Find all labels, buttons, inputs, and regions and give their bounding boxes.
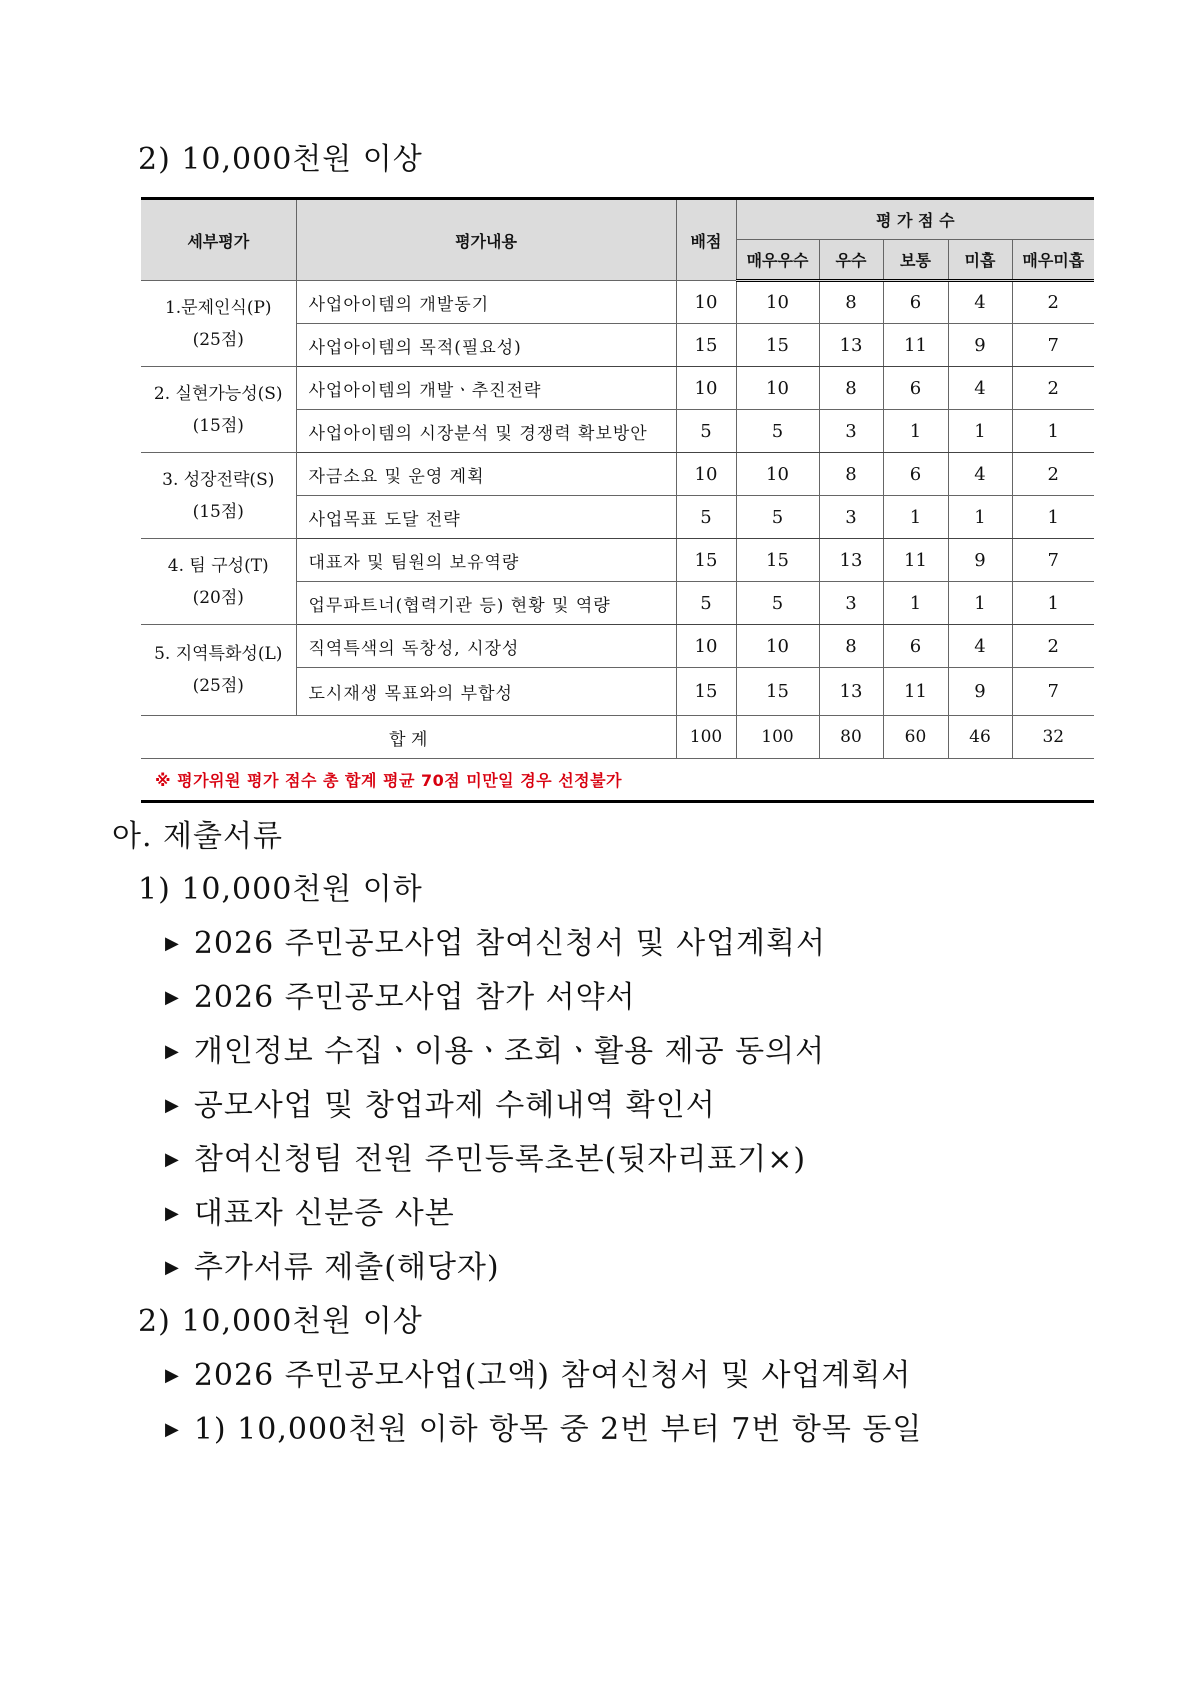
score-cell: 1: [1012, 410, 1094, 453]
table-row: [141, 367, 1094, 410]
table-row: [141, 625, 1094, 668]
score-cell: 7: [1012, 539, 1094, 582]
score-cell: 5: [736, 582, 819, 625]
points-cell: 5: [676, 496, 736, 539]
list-item: ▶ 추가서류 제출(해당자): [165, 1250, 500, 1285]
triangle-right-icon: ▶: [165, 933, 180, 954]
category-cell: [141, 367, 296, 453]
score-cell: 7: [1012, 668, 1094, 716]
points-cell: 15: [676, 324, 736, 367]
triangle-right-icon: ▶: [165, 1419, 180, 1440]
content-cell: 도시재생 목표와의 부합성: [296, 668, 676, 716]
category-points: (25점): [192, 329, 244, 350]
list-item: ▶ 개인정보 수집ㆍ이용ㆍ조회ㆍ활용 제공 동의서: [165, 1034, 826, 1069]
score-cell: 3: [819, 410, 883, 453]
total-score: 46: [948, 716, 1012, 759]
score-cell: 11: [883, 539, 948, 582]
score-cell: 4: [948, 367, 1012, 410]
header-level-poor: 미흡: [948, 240, 1012, 281]
list-item: ▶ 참여신청팀 전원 주민등록초본(뒷자리표기×): [165, 1142, 807, 1177]
score-cell: 10: [736, 453, 819, 496]
documents-heading: 아. 제출서류: [112, 819, 283, 854]
score-cell: 10: [736, 625, 819, 668]
triangle-right-icon: ▶: [165, 1149, 180, 1170]
score-cell: 2: [1012, 625, 1094, 668]
sub1-title: 1) 10,000천원 이하: [138, 872, 423, 907]
score-cell: 10: [736, 367, 819, 410]
score-cell: 15: [736, 539, 819, 582]
category-cell: [141, 453, 296, 539]
content-cell: 사업아이템의 개발ㆍ추진전략: [296, 367, 676, 410]
total-points: 100: [676, 716, 736, 759]
total-score: 100: [736, 716, 819, 759]
score-cell: 6: [883, 453, 948, 496]
score-cell: 1: [883, 496, 948, 539]
score-cell: 9: [948, 539, 1012, 582]
score-cell: 2: [1012, 453, 1094, 496]
list-item: ▶ 공모사업 및 창업과제 수혜내역 확인서: [165, 1088, 716, 1123]
category-cell: [141, 539, 296, 625]
triangle-right-icon: ▶: [165, 1095, 180, 1116]
header-scores: 평 가 점 수: [736, 199, 1094, 240]
category-points: (15점): [192, 501, 244, 522]
score-cell: 13: [819, 539, 883, 582]
score-cell: 13: [819, 668, 883, 716]
content-cell: 업무파트너(협력기관 등) 현황 및 역량: [296, 582, 676, 625]
score-cell: 1: [883, 410, 948, 453]
score-cell: 1: [1012, 496, 1094, 539]
content-cell: 사업아이템의 목적(필요성): [296, 324, 676, 367]
score-cell: 6: [883, 367, 948, 410]
score-cell: 1: [948, 582, 1012, 625]
score-cell: 8: [819, 625, 883, 668]
score-cell: 4: [948, 625, 1012, 668]
section-title: 2) 10,000천원 이상: [138, 142, 423, 177]
category-name: 5. 지역특화성(L): [154, 644, 283, 664]
triangle-right-icon: ▶: [165, 1041, 180, 1062]
score-cell: 6: [883, 625, 948, 668]
content-cell: 자금소요 및 운영 계획: [296, 453, 676, 496]
score-cell: 10: [736, 281, 819, 324]
category-points: (20점): [192, 587, 244, 608]
evaluation-table: [141, 197, 1094, 803]
category-name: 2. 실현가능성(S): [153, 383, 283, 404]
header-category: 세부평가: [141, 199, 296, 281]
score-cell: 3: [819, 582, 883, 625]
header-level-good: 우수: [819, 240, 883, 281]
total-label: 합 계: [141, 716, 676, 759]
category-points: (25점): [192, 676, 244, 696]
score-cell: 1: [948, 496, 1012, 539]
content-cell: 대표자 및 팀원의 보유역량: [296, 539, 676, 582]
header-level-average: 보통: [883, 240, 948, 281]
score-cell: 4: [948, 453, 1012, 496]
score-cell: 2: [1012, 281, 1094, 324]
category-cell: [141, 625, 296, 716]
score-cell: 7: [1012, 324, 1094, 367]
total-row: [141, 716, 1094, 759]
content-cell: 사업목표 도달 전략: [296, 496, 676, 539]
score-cell: 8: [819, 453, 883, 496]
points-cell: 10: [676, 367, 736, 410]
header-content: 평가내용: [296, 199, 676, 281]
score-cell: 15: [736, 324, 819, 367]
content-cell: 직역특색의 독창성, 시장성: [296, 625, 676, 668]
score-cell: 6: [883, 281, 948, 324]
points-cell: 5: [676, 582, 736, 625]
table-row: [141, 453, 1094, 496]
score-cell: 11: [883, 668, 948, 716]
list-item: ▶ 1) 10,000천원 이하 항목 중 2번 부터 7번 항목 동일: [165, 1412, 923, 1447]
category-cell: [141, 281, 296, 367]
category-points: (15점): [192, 415, 244, 436]
note-row: [141, 759, 1094, 802]
score-cell: 1: [948, 410, 1012, 453]
score-cell: 2: [1012, 367, 1094, 410]
score-cell: 5: [736, 496, 819, 539]
content-cell: 사업아이템의 개발동기: [296, 281, 676, 324]
header-level-very-poor: 매우미흡: [1012, 240, 1094, 281]
points-cell: 10: [676, 625, 736, 668]
category-name: 1.문제인식(P): [164, 297, 272, 318]
header-points: 배점: [676, 199, 736, 281]
score-cell: 3: [819, 496, 883, 539]
category-name: 4. 팀 구성(T): [167, 555, 269, 576]
points-cell: 10: [676, 281, 736, 324]
category-name: 3. 성장전략(S): [162, 469, 275, 490]
total-score: 32: [1012, 716, 1094, 759]
score-cell: 8: [819, 367, 883, 410]
triangle-right-icon: ▶: [165, 987, 180, 1008]
sub2-title: 2) 10,000천원 이상: [138, 1304, 423, 1339]
triangle-right-icon: ▶: [165, 1203, 180, 1224]
score-cell: 8: [819, 281, 883, 324]
score-cell: 1: [1012, 582, 1094, 625]
score-cell: 9: [948, 668, 1012, 716]
table-row: [141, 281, 1094, 324]
points-cell: 15: [676, 668, 736, 716]
score-cell: 15: [736, 668, 819, 716]
points-cell: 15: [676, 539, 736, 582]
points-cell: 5: [676, 410, 736, 453]
score-cell: 5: [736, 410, 819, 453]
total-score: 80: [819, 716, 883, 759]
score-cell: 4: [948, 281, 1012, 324]
header-level-excellent: 매우우수: [736, 240, 819, 281]
score-cell: 9: [948, 324, 1012, 367]
points-cell: 10: [676, 453, 736, 496]
list-item: ▶ 2026 주민공모사업(고액) 참여신청서 및 사업계획서: [165, 1358, 912, 1393]
content-cell: 사업아이템의 시장분석 및 경쟁력 확보방안: [296, 410, 676, 453]
selection-note: ※ 평가위원 평가 점수 총 합계 평균 70점 미만일 경우 선정불가: [141, 759, 1094, 802]
total-score: 60: [883, 716, 948, 759]
score-cell: 1: [883, 582, 948, 625]
list-item: ▶ 대표자 신분증 사본: [165, 1196, 455, 1231]
score-cell: 13: [819, 324, 883, 367]
triangle-right-icon: ▶: [165, 1257, 180, 1278]
list-item: ▶ 2026 주민공모사업 참여신청서 및 사업계획서: [165, 926, 826, 961]
triangle-right-icon: ▶: [165, 1365, 180, 1386]
score-cell: 11: [883, 324, 948, 367]
list-item: ▶ 2026 주민공모사업 참가 서약서: [165, 980, 636, 1015]
table-row: [141, 539, 1094, 582]
